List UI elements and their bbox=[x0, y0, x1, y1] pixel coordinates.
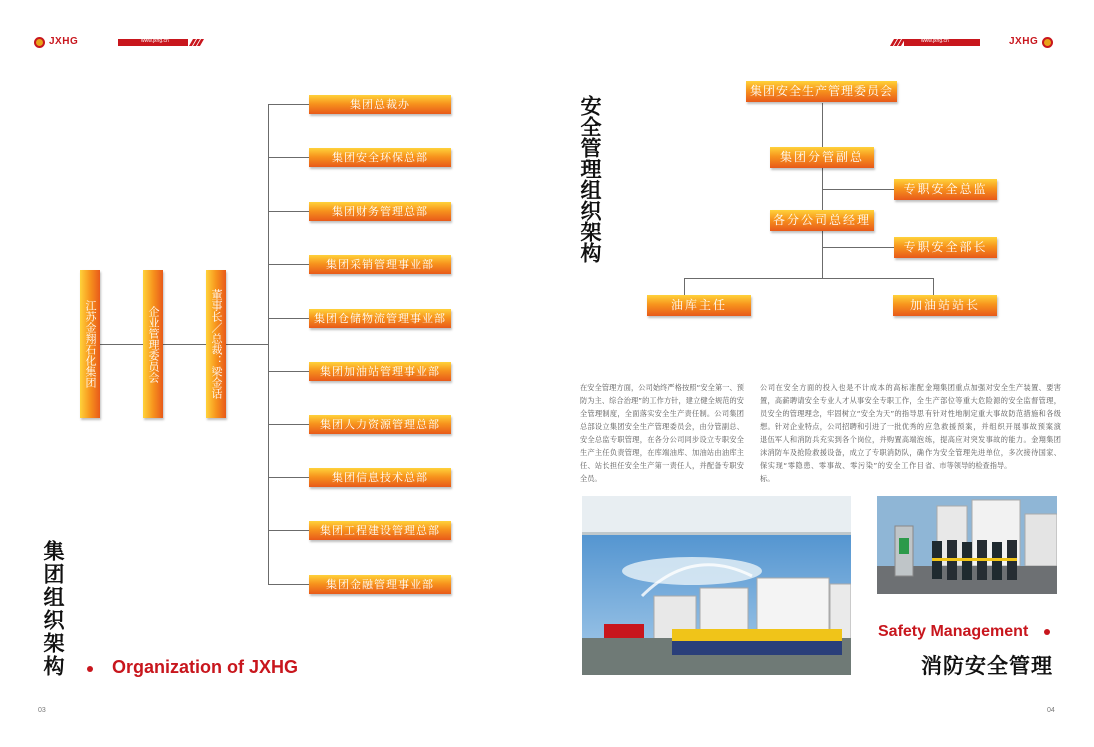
connector bbox=[268, 371, 309, 372]
firefighters-illustration bbox=[877, 496, 1057, 594]
firefighters-photo bbox=[877, 496, 1057, 594]
connector bbox=[268, 477, 309, 478]
header-url: www.jxhg.cn bbox=[921, 38, 949, 44]
connector bbox=[268, 157, 309, 158]
branch-box: 集团金融管理事业部 bbox=[309, 575, 451, 594]
branch-box: 集团信息技术总部 bbox=[309, 468, 451, 487]
safety-paragraph-3: 金翔集团重点加强对安全生产装置、要害生产部位等重大危险源的安全监督管理，有针对性地制定重大事故防范措施和各级应急救援预案，并组织开展事故预案演练，提高应对突发事故的能力。金翔集团作为安全管理先进单位，多次接待国家、省、市等领导的检查指导。 bbox=[925, 383, 1061, 470]
fire-safety-title: 消防安全管理 bbox=[921, 654, 1053, 678]
branch-box: 集团工程建设管理总部 bbox=[309, 521, 451, 540]
connector bbox=[100, 344, 268, 345]
safety-minister-box: 专职安全部长 bbox=[894, 237, 997, 258]
vice-president-box: 集团分管副总 bbox=[770, 147, 874, 168]
connector bbox=[268, 104, 309, 105]
left-page-title: 集团组织架构 bbox=[41, 540, 65, 678]
left-page-english-title: Organization of JXHG bbox=[112, 657, 299, 677]
header-left bbox=[34, 37, 200, 48]
management-committee-box: 企业管理委员会 bbox=[143, 270, 163, 418]
connector bbox=[822, 247, 894, 248]
page-number: 04 bbox=[1047, 707, 1055, 714]
right-page-title: 安全管理组织架构 bbox=[578, 95, 602, 263]
depot-director-box: 油库主任 bbox=[647, 295, 751, 316]
safety-director-box: 专职安全总监 bbox=[894, 179, 997, 200]
connector bbox=[268, 530, 309, 531]
connector bbox=[933, 278, 934, 295]
page-number: 03 bbox=[38, 707, 46, 714]
bullet-dot bbox=[87, 666, 93, 672]
bullet-dot bbox=[1044, 629, 1050, 635]
safety-committee-box: 集团安全生产管理委员会 bbox=[746, 81, 897, 102]
connector bbox=[822, 189, 894, 190]
safety-paragraph-1: 在安全管理方面，公司始终严格按照“安全第一、预防为主、综合治理”的工作方针，建立健全规范的安全管理制度，全面落实安全生产责任制。公司集团总部设立集团安全生产管理委员会，由分管副总、安全总监专职管理，在各分公司同步设立专职安全生产主任负责管理，在库端油库、加油站由油库主任、站长担任安全生产第一责任人，并配备专职安全员。 bbox=[580, 383, 744, 483]
branch-box: 集团仓储物流管理事业部 bbox=[309, 309, 451, 328]
branch-box: 集团采销管理事业部 bbox=[309, 255, 451, 274]
header-logo-text: JXHG bbox=[1009, 36, 1039, 47]
connector bbox=[268, 584, 309, 585]
branch-gm-box: 各分公司总经理 bbox=[770, 210, 874, 231]
branch-box: 集团财务管理总部 bbox=[309, 202, 451, 221]
connector bbox=[268, 424, 309, 425]
chairman-box: 董事长／总裁：梁金话 bbox=[206, 270, 226, 418]
header-right bbox=[891, 37, 1057, 48]
fire-drill-photo bbox=[582, 496, 851, 675]
logo-gear-icon bbox=[34, 37, 45, 48]
logo-gear-icon bbox=[1042, 37, 1053, 48]
header-logo-text: JXHG bbox=[49, 36, 79, 47]
group-company-box: 江苏金翔石化集团 bbox=[80, 270, 100, 418]
safety-paragraph-2: 公司在安全方面的投入也是不计成本的高标准配置，高薪聘请安全专业人才从事安全专职工作，全员安全的管理理念，牢固树立“安全为天”的指导思想。针对企业特点，公司招聘和引进了一批优秀的退伍军人和消防兵充实到各个岗位，并购置高端泡沫消防车及抢险救援设备，成立了专职消防队，确保实现“零隐患、零事故、零污染”的安全工作目标。 bbox=[760, 383, 924, 483]
branch-box: 集团加油站管理事业部 bbox=[309, 362, 451, 381]
fire-safety-english-title: Safety Management bbox=[878, 623, 1029, 640]
fire-drill-illustration bbox=[582, 496, 851, 675]
branch-box: 集团人力资源管理总部 bbox=[309, 415, 451, 434]
connector bbox=[268, 104, 269, 584]
station-manager-box: 加油站站长 bbox=[893, 295, 997, 316]
connector bbox=[684, 278, 933, 279]
connector bbox=[268, 211, 309, 212]
connector bbox=[268, 318, 309, 319]
header-url: www.jxhg.cn bbox=[141, 38, 169, 44]
branch-box: 集团安全环保总部 bbox=[309, 148, 451, 167]
connector bbox=[822, 103, 823, 278]
connector bbox=[268, 264, 309, 265]
connector bbox=[684, 278, 685, 295]
branch-box: 集团总裁办 bbox=[309, 95, 451, 114]
